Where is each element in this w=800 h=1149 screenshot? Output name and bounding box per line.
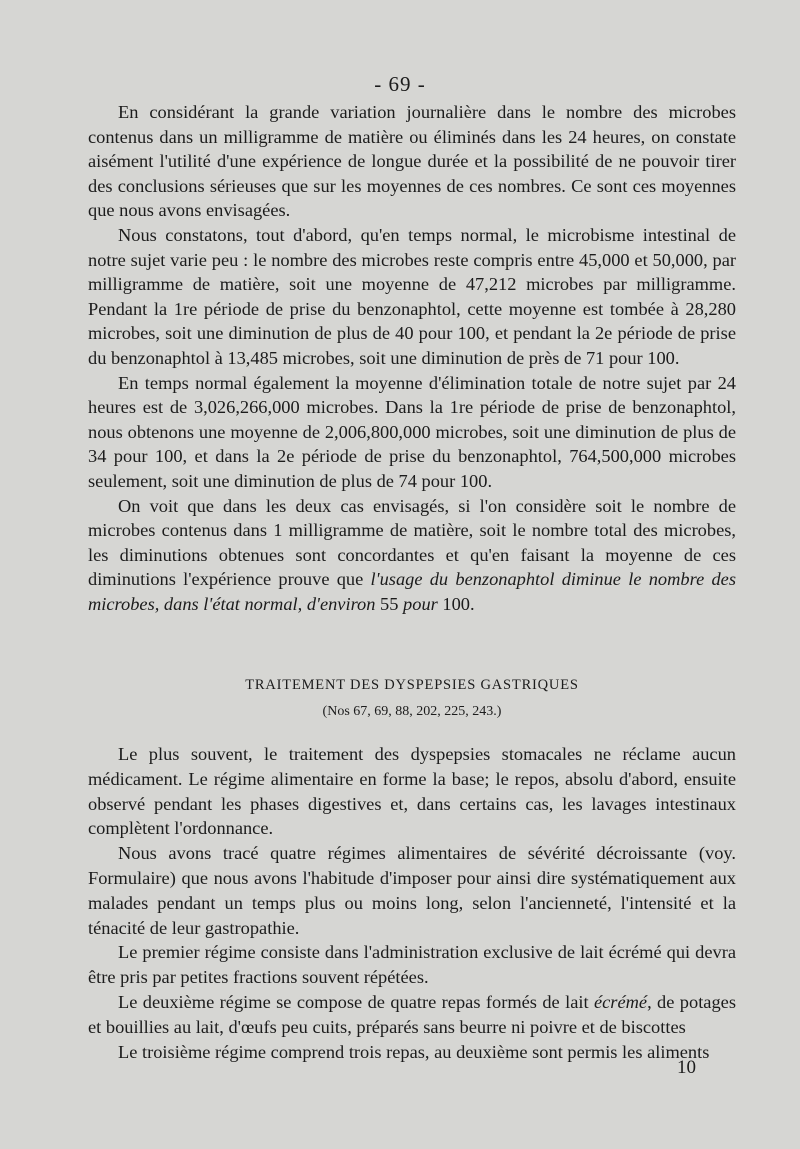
section-text-block xyxy=(88,742,736,1064)
paragraph: Nous avons tracé quatre régimes alimentaires de sévérité décroissante (voy. Formulaire) que nous avons l'habitude d'imposer pour ainsi dire systématiquement aux malades pendant un temps plus ou moins long, selon l'ancienneté, l'intensité et la ténacité de leur gastropathie. xyxy=(88,843,736,938)
italic-text: l'usage du benzonaphtol diminue le nombre des microbes, dans l'état normal, d'environ xyxy=(88,569,736,614)
paragraph: Le plus souvent, le traitement des dyspepsies stomacales ne réclame aucun médicament. Le régime alimentaire en forme la base; le repos, absolu d'abord, ensuite observé pendant les phases digestives et, dans certains cas, les lavages intestinaux complètent l'ordonnance. xyxy=(88,744,736,839)
paragraph xyxy=(88,990,736,1040)
italic-text: écrémé xyxy=(593,991,648,1012)
paragraph-text: 55 xyxy=(375,593,404,614)
paragraph-text: , de potages et bouillies au lait, d'œufs peu cuits, préparés sans beurre ni poivre et de biscottes xyxy=(88,991,736,1037)
italic-text: pour xyxy=(403,593,438,614)
paragraph-text: 100. xyxy=(437,593,475,614)
paragraph-text: Le deuxième régime se compose de quatre repas formés de lait xyxy=(118,991,594,1012)
paragraph-text: On voit que dans les deux cas envisagés, si l'on considère soit le nombre de microbes contenus dans 1 milligramme de matière, soit le nombre total des microbes, les diminutions obtenues sont concordantes et qu'en faisant la moyenne de ces diminutions l'expérience prouve que xyxy=(88,495,736,590)
paragraph: En considérant la grande variation journalière dans le nombre des microbes contenus dans un milligramme de matière ou éliminés dans les 24 heures, on constate aisément l'utilité d'une expérience de longue durée et la possibilité de ne pouvoir tirer des conclusions sérieuses que sur les moyennes de ces nombres. Ce sont ces moyennes que nous avons envisagées. xyxy=(88,102,736,221)
paragraph: Nous constatons, tout d'abord, qu'en temps normal, le microbisme intestinal de notre sujet varie peu : le nombre des microbes reste compris entre 45,000 et 50,000, par milligramme de matière, soit une moyenne de 47,212 microbes par milligramme. Pendant la 1re période de prise du benzonaphtol, cette moyenne est tombée à 28,280 microbes, soit une diminution de plus de 40 pour 100, et pendant la 2e période de prise du benzonaphtol à 13,485 microbes, soit une diminution de près de 71 pour 100. xyxy=(88,224,736,368)
section-references: (Nos 67, 69, 88, 202, 225, 243.) xyxy=(322,704,502,719)
paragraph: Le premier régime consiste dans l'administration exclusive de lait écrémé qui devra être pris par petites fractions souvent répétées. xyxy=(88,942,736,988)
paragraph xyxy=(88,494,736,617)
paragraph: En temps normal également la moyenne d'élimination totale de notre sujet par 24 heures est de 3,026,266,000 microbes. Dans la 1re période de prise de benzonaphtol, nous obtenons une moyenne de 2,006,800,000 microbes, soit une diminution de plus de 34 pour 100, et dans la 2e période de prise du benzonaphtol, 764,500,000 microbes seulement, soit une diminution de plus de 74 pour 100. xyxy=(88,372,736,491)
page-number: - 69 - xyxy=(374,72,426,96)
section-title: TRAITEMENT DES DYSPEPSIES GASTRIQUES xyxy=(245,677,579,693)
paragraph: Le troisième régime comprend trois repas, au deuxième sont permis les aliments xyxy=(118,1041,710,1062)
main-text-block xyxy=(88,100,736,616)
signature-mark: 10 xyxy=(677,1057,696,1078)
